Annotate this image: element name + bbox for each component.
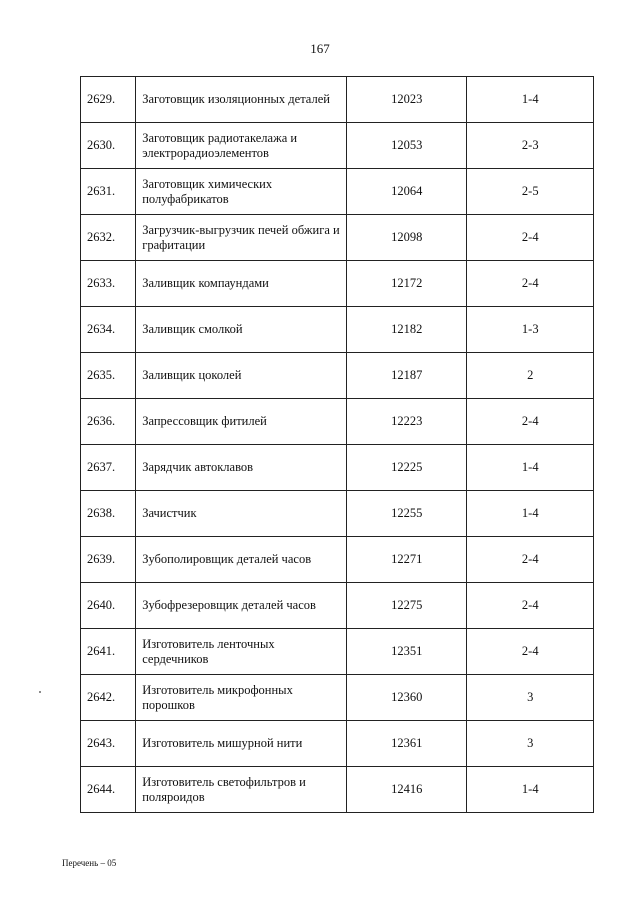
table-row: [81, 583, 594, 629]
profession-name: Изготовитель мишурной нити: [136, 721, 347, 767]
table-row: [81, 629, 594, 675]
profession-code: 12172: [347, 261, 467, 307]
profession-code: 12223: [347, 399, 467, 445]
table-row: [81, 445, 594, 491]
table-row: [81, 491, 594, 537]
profession-table: [80, 76, 594, 813]
grade-range: 2-4: [467, 537, 594, 583]
table-row: [81, 537, 594, 583]
scan-speck: [39, 691, 41, 693]
row-number: 2629.: [81, 77, 136, 123]
grade-range: 2-4: [467, 215, 594, 261]
grade-range: 2-3: [467, 123, 594, 169]
grade-range: 1-4: [467, 445, 594, 491]
profession-name: Изготовитель ленточных сердечников: [136, 629, 347, 675]
table-row: [81, 307, 594, 353]
footer-label: Перечень – 05: [62, 858, 117, 868]
table-row: [81, 675, 594, 721]
profession-name: Зачистчик: [136, 491, 347, 537]
table-row: [81, 353, 594, 399]
grade-range: 2-4: [467, 583, 594, 629]
profession-name: Заготовщик химических полуфабрикатов: [136, 169, 347, 215]
profession-name: Изготовитель микрофонных порошков: [136, 675, 347, 721]
table-row: [81, 399, 594, 445]
profession-code: 12225: [347, 445, 467, 491]
row-number: 2639.: [81, 537, 136, 583]
profession-code: 12360: [347, 675, 467, 721]
table-row: [81, 767, 594, 813]
profession-name: Зарядчик автоклавов: [136, 445, 347, 491]
profession-code: 12098: [347, 215, 467, 261]
profession-name: Заливщик смолкой: [136, 307, 347, 353]
table-row: [81, 169, 594, 215]
profession-name: Зубополировщик деталей часов: [136, 537, 347, 583]
profession-code: 12255: [347, 491, 467, 537]
profession-name: Зубофрезеровщик деталей часов: [136, 583, 347, 629]
row-number: 2636.: [81, 399, 136, 445]
profession-code: 12361: [347, 721, 467, 767]
profession-code: 12416: [347, 767, 467, 813]
grade-range: 3: [467, 675, 594, 721]
profession-code: 12271: [347, 537, 467, 583]
profession-name: Заливщик цоколей: [136, 353, 347, 399]
page-number: 167: [310, 41, 330, 56]
grade-range: 2-5: [467, 169, 594, 215]
row-number: 2631.: [81, 169, 136, 215]
grade-range: 1-3: [467, 307, 594, 353]
profession-name: Запрессовщик фитилей: [136, 399, 347, 445]
table-row: [81, 77, 594, 123]
profession-name: Заготовщик изоляционных деталей: [136, 77, 347, 123]
table-row: [81, 261, 594, 307]
profession-code: 12351: [347, 629, 467, 675]
profession-table-body: [81, 77, 594, 813]
row-number: 2632.: [81, 215, 136, 261]
grade-range: 2-4: [467, 399, 594, 445]
profession-name: Загрузчик-выгрузчик печей обжига и графитации: [136, 215, 347, 261]
profession-code: 12064: [347, 169, 467, 215]
table-row: [81, 721, 594, 767]
profession-name: Изготовитель светофильтров и поляроидов: [136, 767, 347, 813]
table-row: [81, 215, 594, 261]
profession-code: 12053: [347, 123, 467, 169]
grade-range: 1-4: [467, 491, 594, 537]
profession-name: Заливщик компаундами: [136, 261, 347, 307]
grade-range: 1-4: [467, 77, 594, 123]
row-number: 2644.: [81, 767, 136, 813]
row-number: 2637.: [81, 445, 136, 491]
grade-range: 2: [467, 353, 594, 399]
table-row: [81, 123, 594, 169]
row-number: 2642.: [81, 675, 136, 721]
profession-code: 12023: [347, 77, 467, 123]
grade-range: 2-4: [467, 629, 594, 675]
row-number: 2630.: [81, 123, 136, 169]
profession-code: 12275: [347, 583, 467, 629]
row-number: 2643.: [81, 721, 136, 767]
row-number: 2634.: [81, 307, 136, 353]
profession-name: Заготовщик радиотакелажа и электрорадиоэлементов: [136, 123, 347, 169]
row-number: 2638.: [81, 491, 136, 537]
row-number: 2633.: [81, 261, 136, 307]
grade-range: 2-4: [467, 261, 594, 307]
profession-code: 12187: [347, 353, 467, 399]
profession-code: 12182: [347, 307, 467, 353]
row-number: 2635.: [81, 353, 136, 399]
grade-range: 1-4: [467, 767, 594, 813]
grade-range: 3: [467, 721, 594, 767]
row-number: 2640.: [81, 583, 136, 629]
row-number: 2641.: [81, 629, 136, 675]
